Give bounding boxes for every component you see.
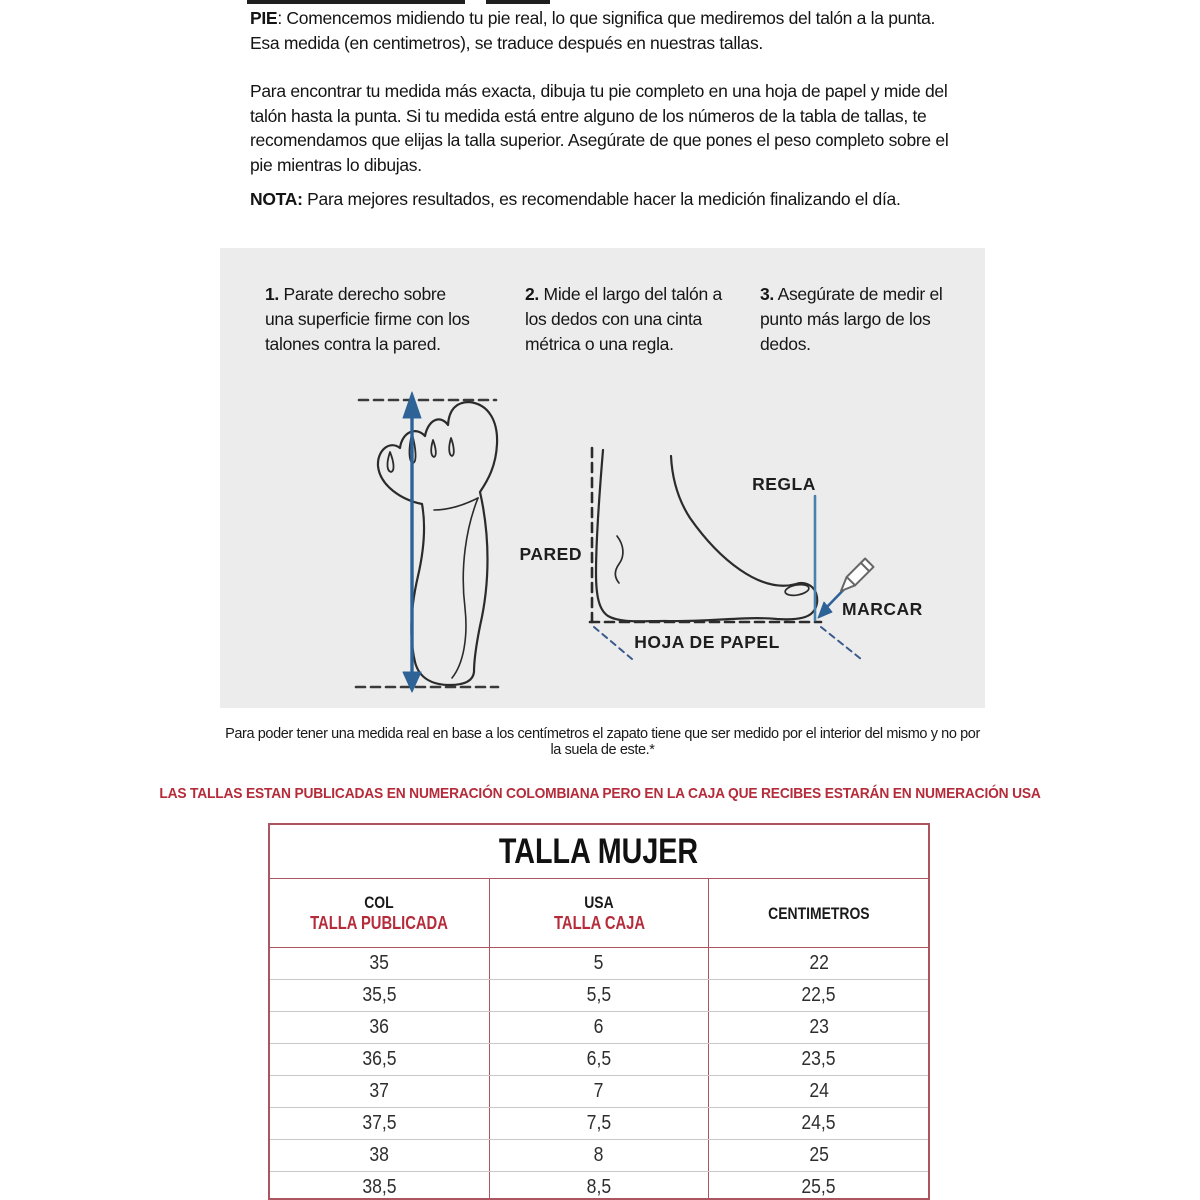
foot-sole-diagram bbox=[356, 392, 498, 692]
table-row: 38,5 8,5 25,5 bbox=[270, 1171, 928, 1200]
step-3: 3. Asegúrate de medir el punto más largo de los dedos. bbox=[760, 284, 943, 354]
table-header-row bbox=[270, 879, 928, 948]
table-row: 35,5 5,5 22,5 bbox=[270, 979, 928, 1011]
table-row: 36,5 6,5 23,5 bbox=[270, 1043, 928, 1075]
label-hoja-de-papel: HOJA DE PAPEL bbox=[634, 632, 780, 652]
pencil-icon bbox=[841, 559, 874, 592]
intro-paragraph-measure: Para encontrar tu medida más exacta, dibuja tu pie completo en una hoja de papel y mide del talón hasta la punta. Si tu medida está entre alguno de los números de la tabla de tallas, te recomendamos que elijas la talla superior. Asegúrate de que pones el peso completo sobre el pie mientras lo dibujas. bbox=[250, 81, 949, 175]
paper-perspective-left bbox=[594, 627, 632, 659]
length-arrow bbox=[403, 392, 421, 692]
label-marcar: MARCAR bbox=[842, 599, 923, 619]
intro-pie-label: PIE bbox=[250, 8, 278, 28]
label-pared: PARED bbox=[519, 544, 582, 564]
sizing-notice: LAS TALLAS ESTAN PUBLICADAS EN NUMERACIÓN COLOMBIANA PERO EN LA CAJA QUE RECIBES ESTARÁN EN NUMERACIÓN USA bbox=[159, 785, 1041, 802]
measuring-instructions-panel bbox=[220, 248, 985, 708]
header-col-col: COL TALLA PUBLICADA bbox=[270, 879, 490, 947]
table-title-row bbox=[270, 825, 928, 879]
measuring-diagrams bbox=[220, 378, 985, 708]
table-row: 36 6 23 bbox=[270, 1011, 928, 1043]
measurement-footnote: Para poder tener una medida real en base a los centímetros el zapato tiene que ser medido por el interior del mismo y no por la suela de este.* bbox=[225, 726, 980, 758]
table-row: 38 8 25 bbox=[270, 1139, 928, 1171]
header-usa-col: USA TALLA CAJA bbox=[490, 879, 710, 947]
top-cropped-bar bbox=[247, 0, 465, 4]
intro-note: NOTA: Para mejores resultados, es recomendable hacer la medición finalizando el día. bbox=[250, 189, 901, 209]
intro-paragraph-foot: PIE: Comencemos midiendo tu pie real, lo que significa que mediremos del talón a la punta. Esa medida (en centimetros), se traduce después en nuestras tallas. bbox=[250, 8, 936, 53]
ankle-detail bbox=[615, 536, 623, 583]
top-cropped-bar-fragment bbox=[486, 0, 550, 4]
wall-paper-diagram bbox=[520, 448, 923, 659]
label-regla: REGLA bbox=[752, 474, 816, 494]
foot-ball-detail bbox=[434, 498, 478, 510]
step-1: 1. Parate derecho sobre una superficie firme con los talones contra la pared. bbox=[265, 284, 470, 354]
header-centimetros-col: CENTIMETROS bbox=[767, 903, 870, 923]
table-row: 37 7 24 bbox=[270, 1075, 928, 1107]
women-size-table bbox=[268, 823, 930, 1200]
step-2: 2. Mide el largo del talón a los dedos con una cinta métrica o una regla. bbox=[525, 284, 722, 354]
foot-arch-detail bbox=[452, 498, 478, 678]
toe-marks bbox=[387, 434, 453, 472]
table-row: 37,5 7,5 24,5 bbox=[270, 1107, 928, 1139]
table-row: 35 5 22 bbox=[270, 948, 928, 979]
foot-outline bbox=[378, 402, 497, 685]
table-title: TALLA MUJER bbox=[499, 831, 699, 871]
paper-perspective-right bbox=[821, 627, 861, 659]
nota-label: NOTA: bbox=[250, 189, 303, 209]
